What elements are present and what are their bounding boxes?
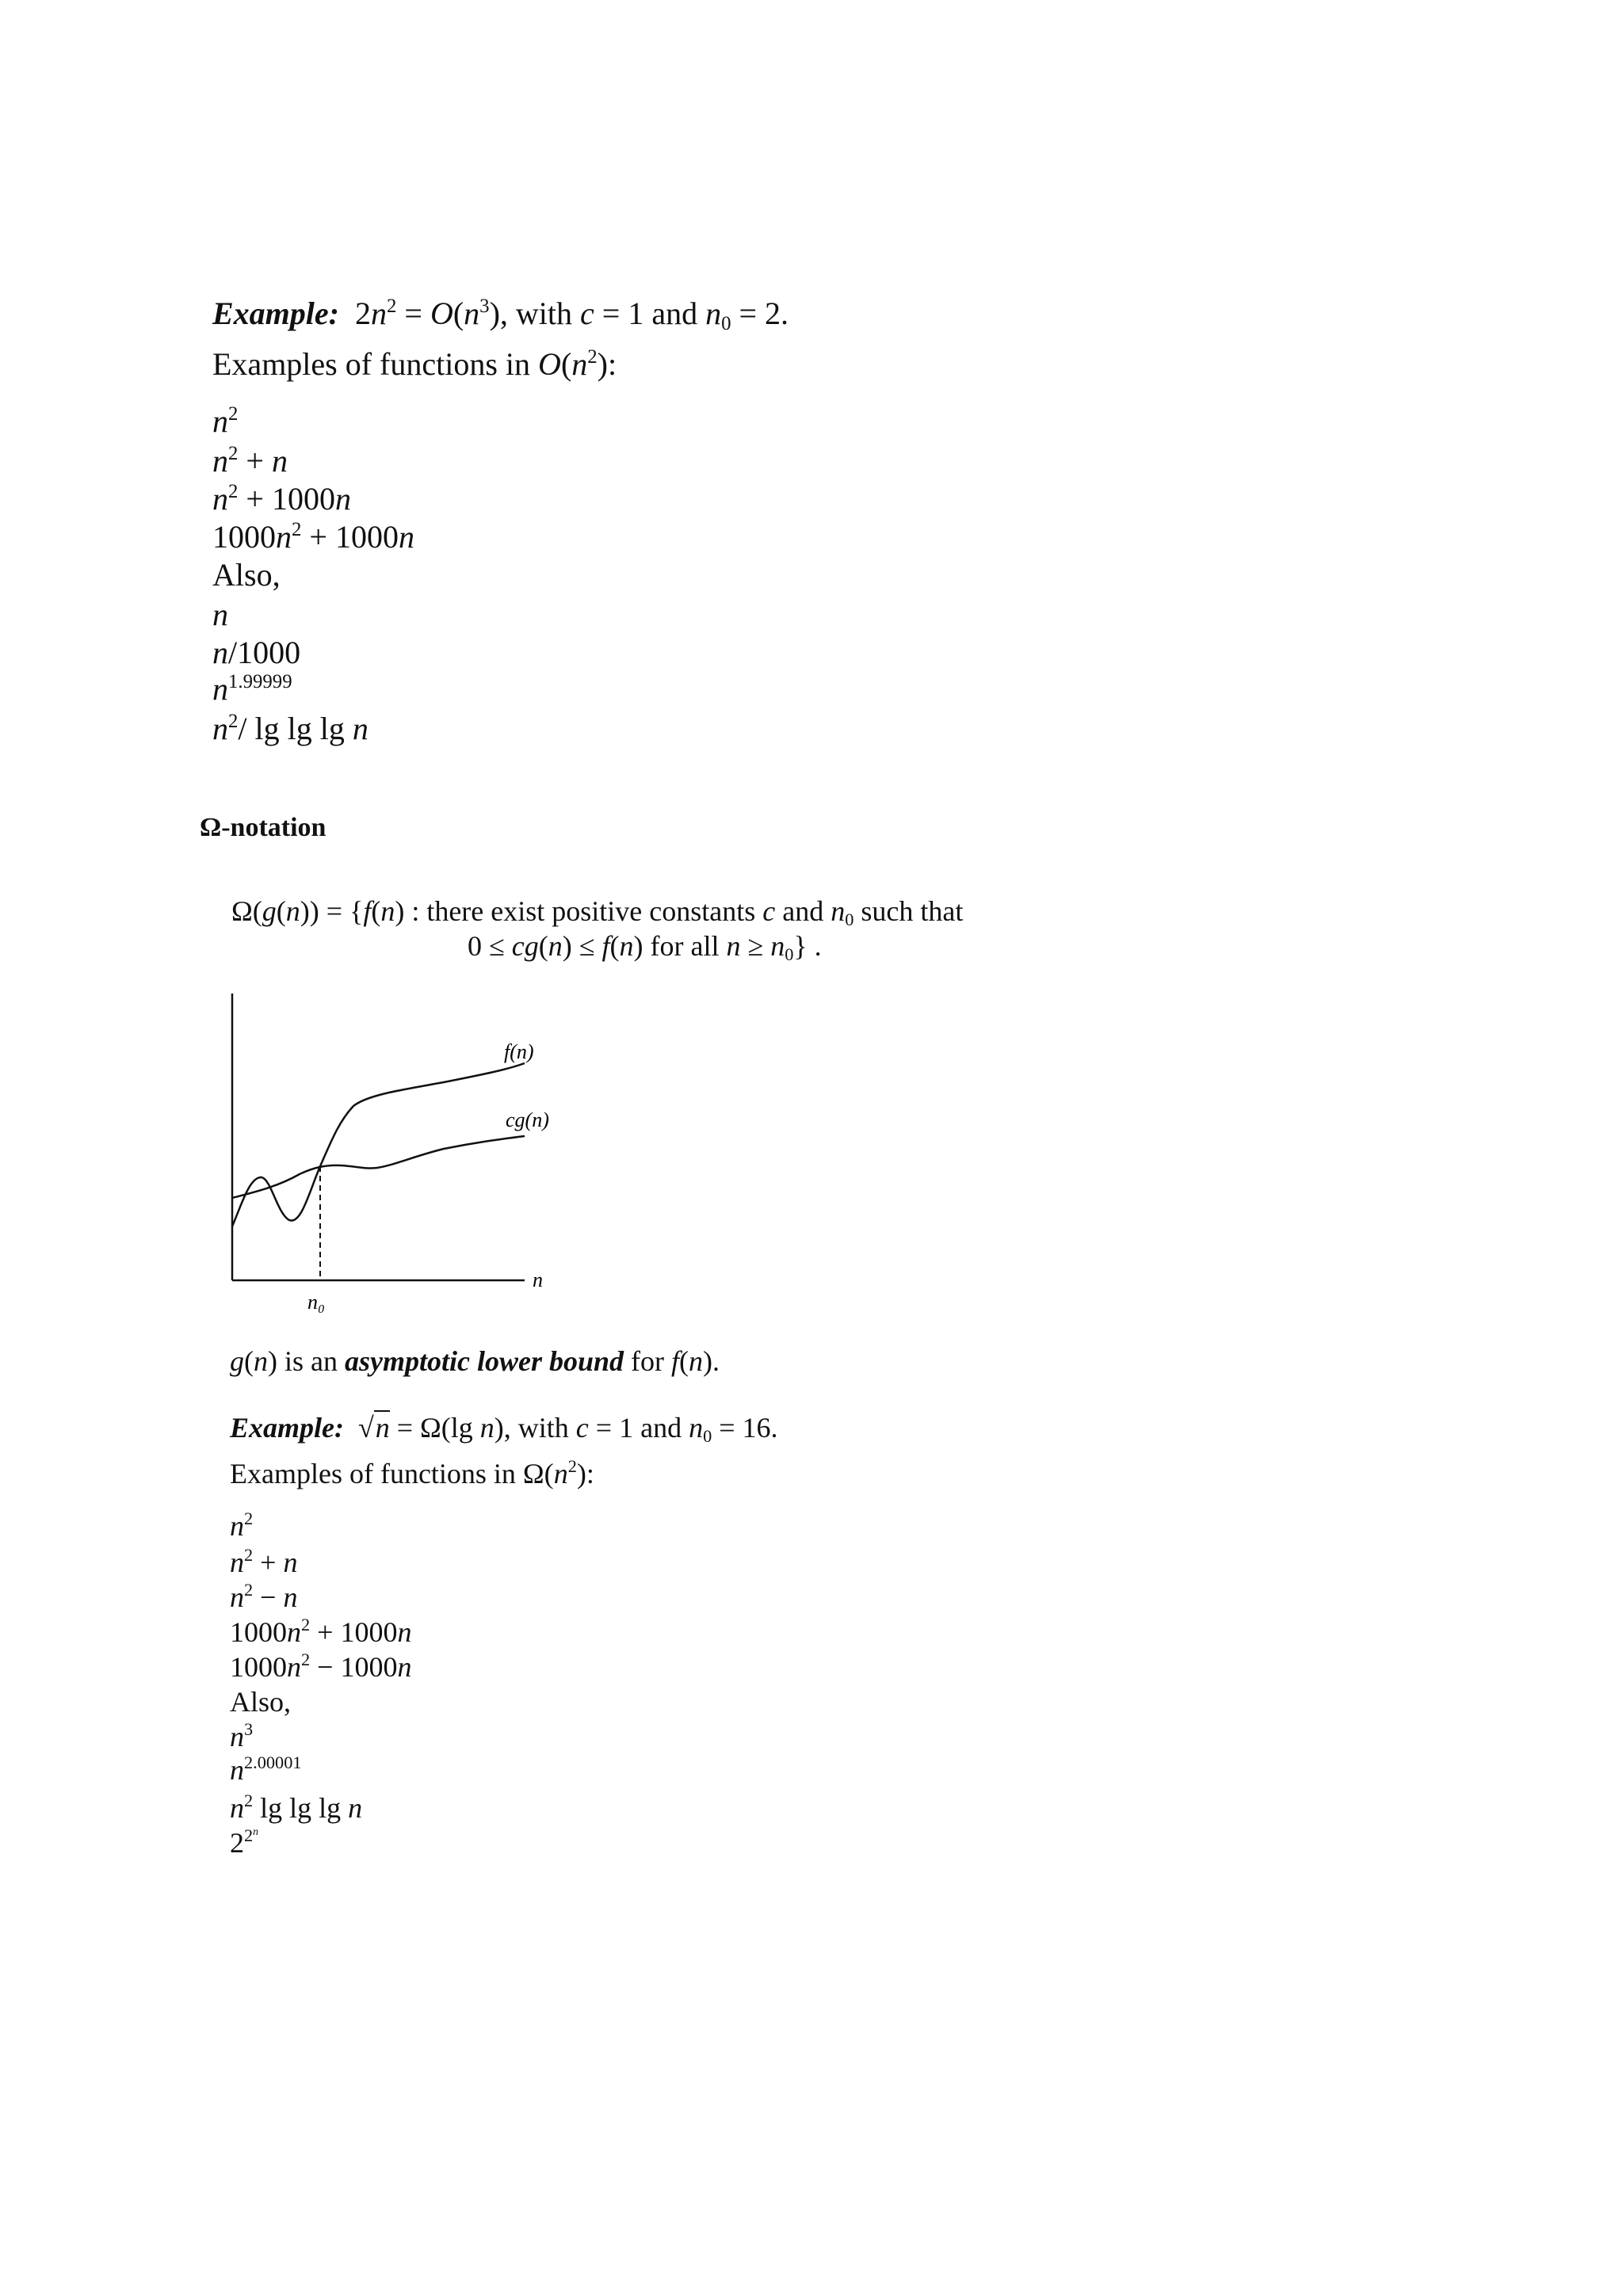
omega-definition-line1: Ω(g(n)) = {f(n) : there exist positive constants c and $n_0$ such that	[231, 895, 964, 930]
big-o-item: $n^2 + 1000n$	[212, 480, 351, 517]
omega-also-item: $n^2$ lg lg lg n	[230, 1791, 363, 1824]
big-o-list-intro: Examples of functions in $O(n^2)$:	[212, 345, 617, 382]
cg-label: cg(n)	[506, 1108, 549, 1131]
omega-also-item: $n^3$	[230, 1719, 254, 1753]
omega-list-intro: Examples of functions in $\Omega(n^2)$:	[230, 1456, 594, 1489]
omega-item: $1000n^2 - 1000n$	[230, 1650, 412, 1683]
n-axis-label: n	[533, 1268, 543, 1291]
f-label: f(n)	[504, 1040, 534, 1063]
omega-item: $1000n^2 + 1000n$	[230, 1615, 412, 1648]
omega-also-item: $n^{2.00001}$	[230, 1753, 302, 1786]
omega-example-label: Example:	[230, 1412, 344, 1444]
omega-item: $n^2 - n$	[230, 1580, 298, 1613]
omega-definition-line2: 0 ≤ cg(n) ≤ f(n) for all $n \ge n_0$} .	[468, 930, 822, 965]
big-o-also-item: $n^{1.99999}$	[212, 670, 292, 707]
cg-curve	[232, 1136, 525, 1198]
n0-label: n₀	[307, 1291, 326, 1314]
omega-also-label: Also,	[230, 1686, 292, 1718]
omega-example	[230, 1410, 778, 1445]
big-o-also-item: n	[212, 597, 228, 632]
big-o-also-item: n/1000	[212, 635, 301, 670]
big-o-example-statement: $2n^2 = O(n^3)$, with c = 1 and $n_0 = 2$.	[346, 295, 789, 334]
caption-emphasis: asymptotic lower bound	[344, 1345, 624, 1377]
f-curve	[232, 1063, 525, 1226]
big-o-item: $n^2$	[212, 402, 239, 439]
big-o-also-label: Also,	[212, 557, 281, 593]
big-o-item: $1000n^2 + 1000n$	[212, 518, 414, 555]
omega-example-statement: √n = Ω(lg n), with c = 1 and $n_0 = 16$.	[350, 1412, 778, 1447]
omega-caption: g(n) is an asymptotic lower bound for f(n).	[230, 1345, 720, 1377]
big-o-example-label: Example:	[212, 296, 339, 331]
big-o-also-item: $n^2/$ lg lg lg n	[212, 710, 369, 746]
big-o-item: $n^2 + n$	[212, 442, 288, 479]
omega-item: $n^2$	[230, 1508, 254, 1542]
omega-also-item: $2^{2^n}$	[230, 1825, 259, 1859]
omega-item: $n^2 + n$	[230, 1545, 298, 1578]
omega-heading: Ω-notation	[200, 813, 327, 842]
